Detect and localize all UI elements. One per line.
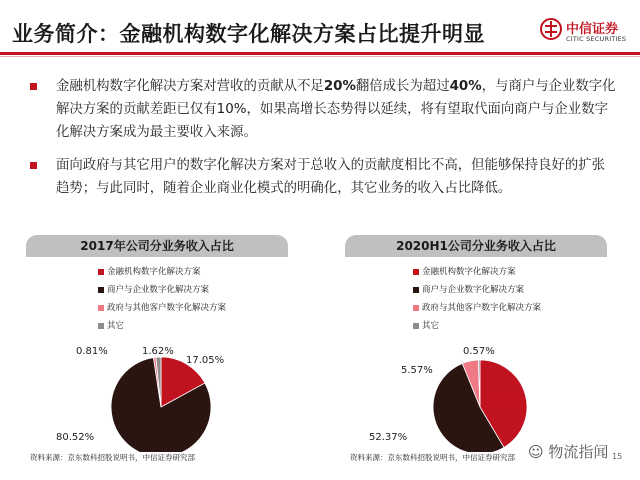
bullet-1-text-b: 翻倍成长为超过 xyxy=(355,79,450,94)
page-title: 业务简介：金融机构数字化解决方案占比提升明显 xyxy=(12,22,485,46)
header-rule-thin xyxy=(0,56,640,57)
data-label-2020-merchant: 52.37% xyxy=(369,432,408,443)
bullet-square-icon xyxy=(30,83,37,90)
wechat-account-name: 物流指闻 xyxy=(548,443,609,461)
legend-label: 商户与企业数字化解决方案 xyxy=(422,285,525,295)
source-note-left: 资料来源：京东数科招股说明书，中信证券研究部 xyxy=(30,453,195,462)
chart-panel-2020h1 xyxy=(345,235,607,452)
bullet-square-icon xyxy=(30,162,37,169)
legend-label: 其它 xyxy=(107,321,125,331)
header-rule xyxy=(0,52,640,55)
bullet-1-text-c: ，与商户与企业数字化解决方案的贡献差距已仅有10%，如果高增长态势得以延续，将有望取代面向商户与企业数字化解决方案成为最主要收入来源。 xyxy=(56,79,616,140)
chart-body-2017 xyxy=(26,257,288,452)
legend-label: 政府与其他客户数字化解决方案 xyxy=(107,303,227,313)
data-label-2017-other: 1.62% xyxy=(142,346,174,357)
logo-text-cn: 中信证券 xyxy=(566,22,619,37)
logo-text-en: CITIC SECURITIES xyxy=(566,35,627,43)
bullet-1-bold-a: 20% xyxy=(323,79,356,94)
legend-label: 其它 xyxy=(422,321,440,331)
data-label-2017-fin: 17.05% xyxy=(186,355,225,366)
page-number: 15 xyxy=(612,452,623,461)
source-note-right: 资料来源：京东数科招股说明书，中信证券研究部 xyxy=(350,453,515,462)
data-label-2017-merchant: 80.52% xyxy=(56,432,95,443)
chart-body-2020h1 xyxy=(345,257,607,452)
bullet-1-text-a: 金融机构数字化解决方案对营收的贡献从不足 xyxy=(56,79,324,94)
bullet-item-1 xyxy=(30,75,618,144)
chart-title-2020h1: 2020H1公司分业务收入占比 xyxy=(345,235,607,257)
data-label-2017-gov: 0.81% xyxy=(76,346,108,357)
chart-panel-2017 xyxy=(26,235,288,452)
data-label-2020-other: 0.57% xyxy=(463,346,495,357)
chart-title-2017: 2017年公司分业务收入占比 xyxy=(26,235,288,257)
wechat-watermark xyxy=(528,441,608,462)
data-label-2020-gov: 5.57% xyxy=(401,365,433,376)
legend-label: 商户与企业数字化解决方案 xyxy=(107,285,210,295)
data-label-2020-fin: 41.49% xyxy=(485,396,524,407)
bullet-2-text: 面向政府与其它用户的数字化解决方案对于总收入的贡献度相比不高，但能够保持良好的扩张趋势；与此同时，随着企业商业化模式的明确化，其它业务的收入占比降低。 xyxy=(56,158,606,196)
citic-logo xyxy=(540,18,632,48)
wechat-icon: ☺ xyxy=(528,443,544,461)
bullet-1-bold-b: 40% xyxy=(449,79,482,94)
legend-label: 金融机构数字化解决方案 xyxy=(422,267,516,277)
legend-label: 政府与其他客户数字化解决方案 xyxy=(422,303,542,313)
citic-logo-icon xyxy=(540,18,562,40)
legend-label: 金融机构数字化解决方案 xyxy=(107,267,201,277)
bullet-list xyxy=(30,75,618,210)
bullet-item-2 xyxy=(30,154,618,200)
